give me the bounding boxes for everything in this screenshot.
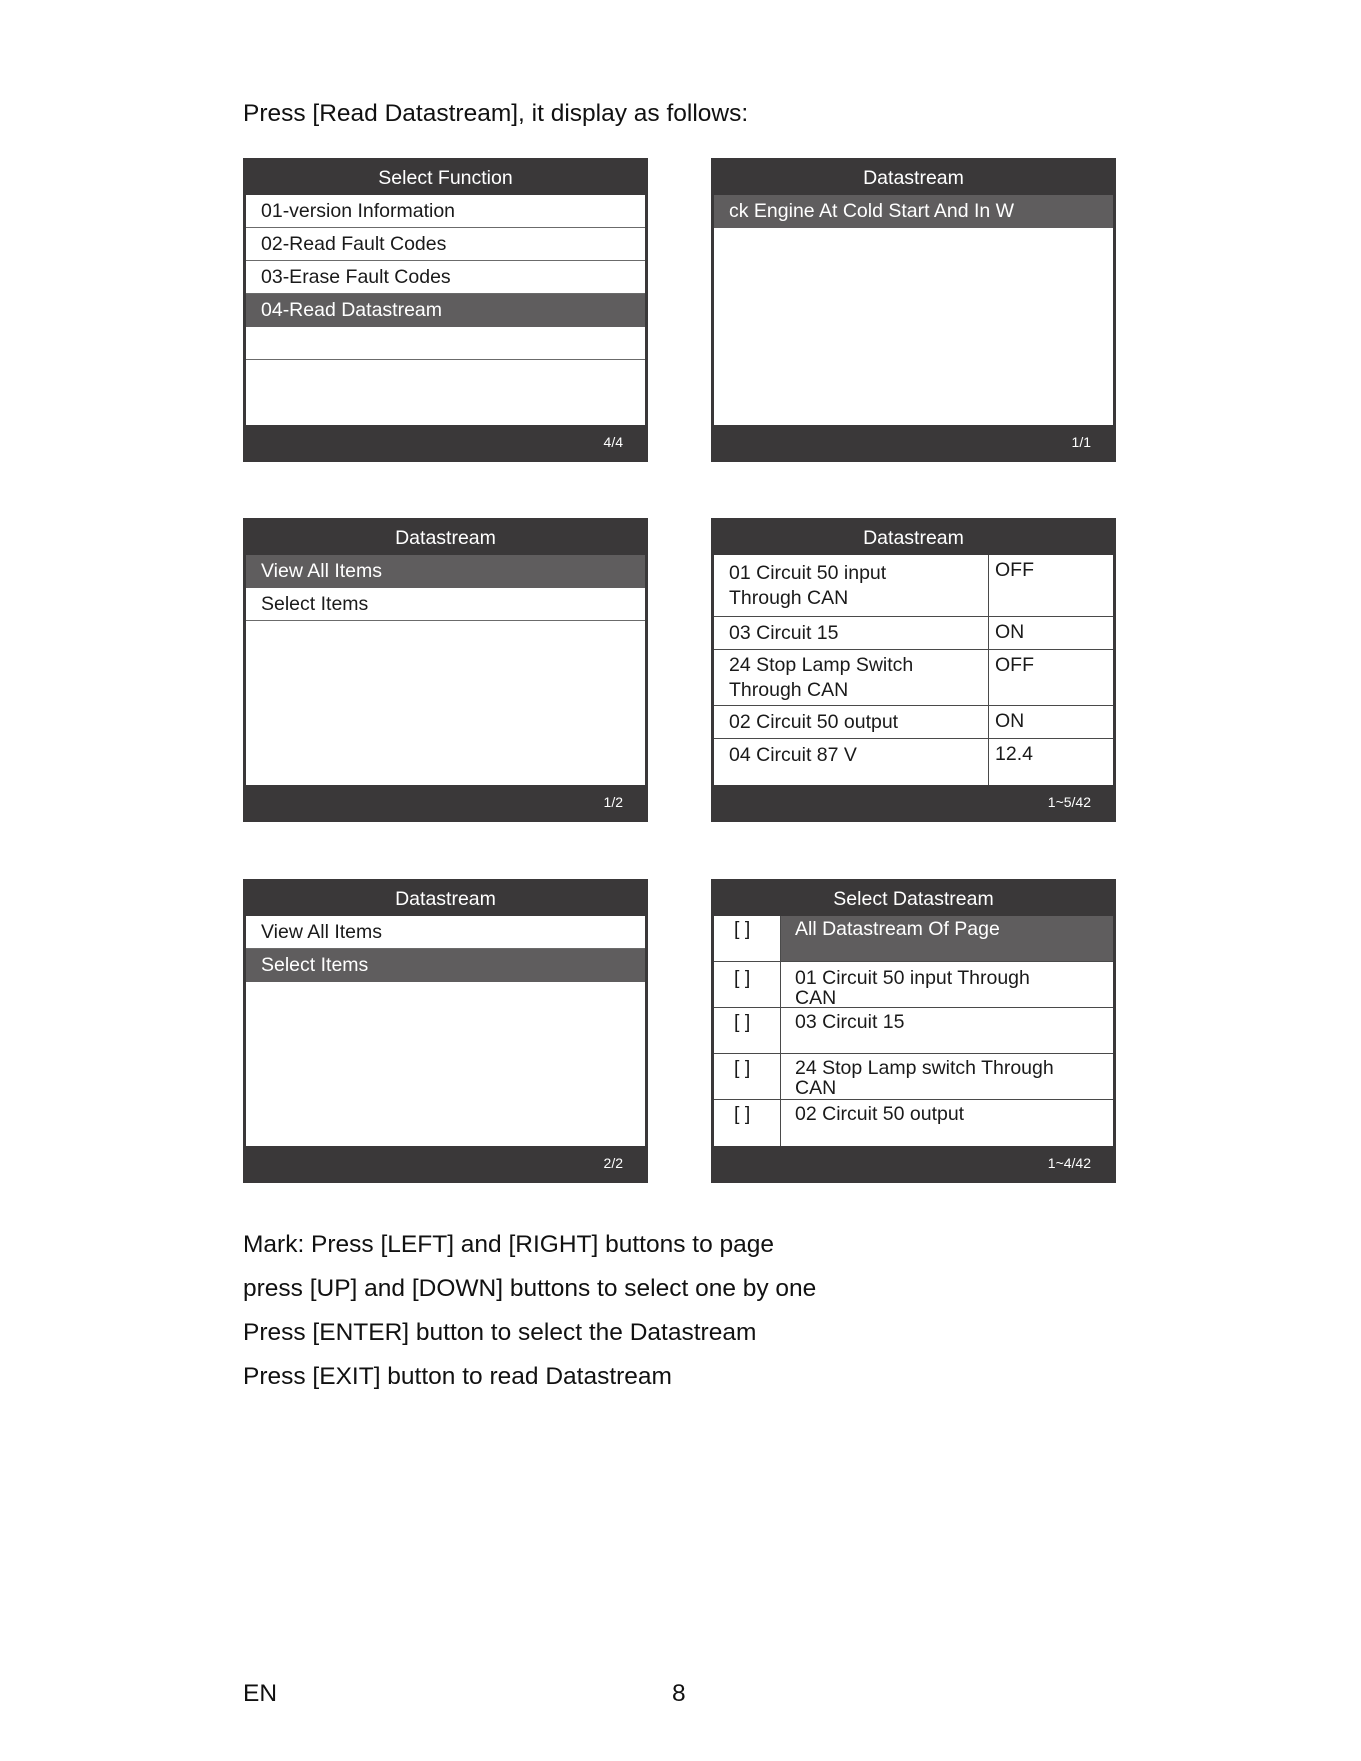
datastream-value: ON [995, 621, 1025, 643]
screen-select-function [243, 158, 648, 462]
checkbox-label-line: 03 Circuit 15 [795, 1011, 905, 1033]
checkbox[interactable]: [ ] [714, 962, 781, 1007]
page-indicator: 1/2 [246, 785, 645, 819]
page-indicator: 1/1 [714, 425, 1113, 459]
datastream-value: OFF [995, 654, 1034, 676]
intro-text: Press [Read Datastream], it display as follows: [243, 100, 749, 127]
menu-item-view-all-items[interactable]: View All Items [246, 555, 645, 588]
page-indicator: 4/4 [246, 425, 645, 459]
checkbox-row[interactable] [714, 1054, 1113, 1100]
menu-item-read-fault-codes[interactable]: 02-Read Fault Codes [246, 228, 645, 261]
screen-title: Datastream [246, 521, 645, 555]
screen-datastream-values [711, 518, 1116, 822]
screen-select-datastream [711, 879, 1116, 1183]
checkbox[interactable]: [ ] [714, 1054, 781, 1099]
menu-item-select-items[interactable]: Select Items [246, 588, 645, 621]
table-row[interactable] [714, 555, 1113, 617]
screen-datastream-select-items [243, 879, 648, 1183]
checkbox-label [781, 916, 1113, 961]
checkbox-label-line: CAN [795, 1077, 837, 1099]
checkbox-label-line: 24 Stop Lamp switch Through [795, 1057, 1054, 1079]
checkbox-label [781, 962, 1113, 1007]
datastream-name: 02 Circuit 50 output [714, 706, 989, 738]
screen-datastream-view-all [243, 518, 648, 822]
datastream-value: OFF [995, 559, 1034, 581]
screen-title: Datastream [246, 882, 645, 916]
checkbox-row[interactable] [714, 962, 1113, 1008]
table-row[interactable] [714, 650, 1113, 706]
checkbox-label-line: 02 Circuit 50 output [795, 1103, 965, 1125]
checkbox[interactable]: [ ] [714, 1100, 781, 1146]
datastream-name-line: 24 Stop Lamp Switch [729, 654, 914, 676]
screen-title: Select Datastream [714, 882, 1113, 916]
table-row[interactable] [714, 706, 1113, 739]
footer-page-number: 8 [672, 1680, 686, 1707]
checkbox-label [781, 1100, 1113, 1146]
table-row[interactable] [714, 617, 1113, 650]
datastream-name [714, 555, 989, 616]
datastream-value: 12.4 [995, 743, 1033, 765]
table-row[interactable] [714, 739, 1113, 789]
screen-title: Datastream [714, 161, 1113, 195]
checkbox[interactable]: [ ] [714, 916, 781, 961]
datastream-name-line: Through CAN [729, 679, 849, 701]
page-indicator: 2/2 [246, 1146, 645, 1180]
datastream-name [714, 650, 989, 705]
page-indicator: 1~5/42 [714, 785, 1113, 819]
menu-item-read-datastream[interactable]: 04-Read Datastream [246, 294, 645, 327]
datastream-name-line: 01 Circuit 50 input [729, 562, 887, 584]
checkbox-label [781, 1008, 1113, 1053]
note-line: Press [EXIT] button to read Datastream [243, 1363, 672, 1390]
datastream-value: ON [995, 710, 1025, 732]
screen-title: Datastream [714, 521, 1113, 555]
menu-item-view-all-items[interactable]: View All Items [246, 916, 645, 949]
screen-datastream-category [711, 158, 1116, 462]
menu-item-select-items[interactable]: Select Items [246, 949, 645, 982]
page-indicator: 1~4/42 [714, 1146, 1113, 1180]
menu-item-erase-fault-codes[interactable]: 03-Erase Fault Codes [246, 261, 645, 294]
checkbox-row-all-datastream[interactable] [714, 916, 1113, 962]
checkbox-row[interactable] [714, 1100, 1113, 1146]
menu-item-empty [246, 327, 645, 360]
checkbox-label-line: All Datastream Of Page [795, 918, 1000, 940]
datastream-name-line: Through CAN [729, 587, 849, 609]
instruction-notes [243, 1230, 816, 1406]
note-line: press [UP] and [DOWN] buttons to select one by one [243, 1275, 817, 1302]
note-line: Mark: Press [LEFT] and [RIGHT] buttons to page [243, 1231, 775, 1258]
checkbox-label-line: CAN [795, 987, 837, 1009]
menu-item-version-information[interactable]: 01-version Information [246, 195, 645, 228]
checkbox-row[interactable] [714, 1008, 1113, 1054]
checkbox-label-line: 01 Circuit 50 input Through [795, 967, 1030, 989]
menu-item-engine-cold-start[interactable]: ck Engine At Cold Start And In W [714, 195, 1113, 228]
footer-language: EN [243, 1680, 278, 1707]
checkbox-label [781, 1054, 1113, 1099]
datastream-name: 03 Circuit 15 [714, 617, 989, 649]
checkbox[interactable]: [ ] [714, 1008, 781, 1053]
screen-title: Select Function [246, 161, 645, 195]
datastream-name: 04 Circuit 87 V [714, 739, 989, 789]
note-line: Press [ENTER] button to select the Datastream [243, 1319, 757, 1346]
